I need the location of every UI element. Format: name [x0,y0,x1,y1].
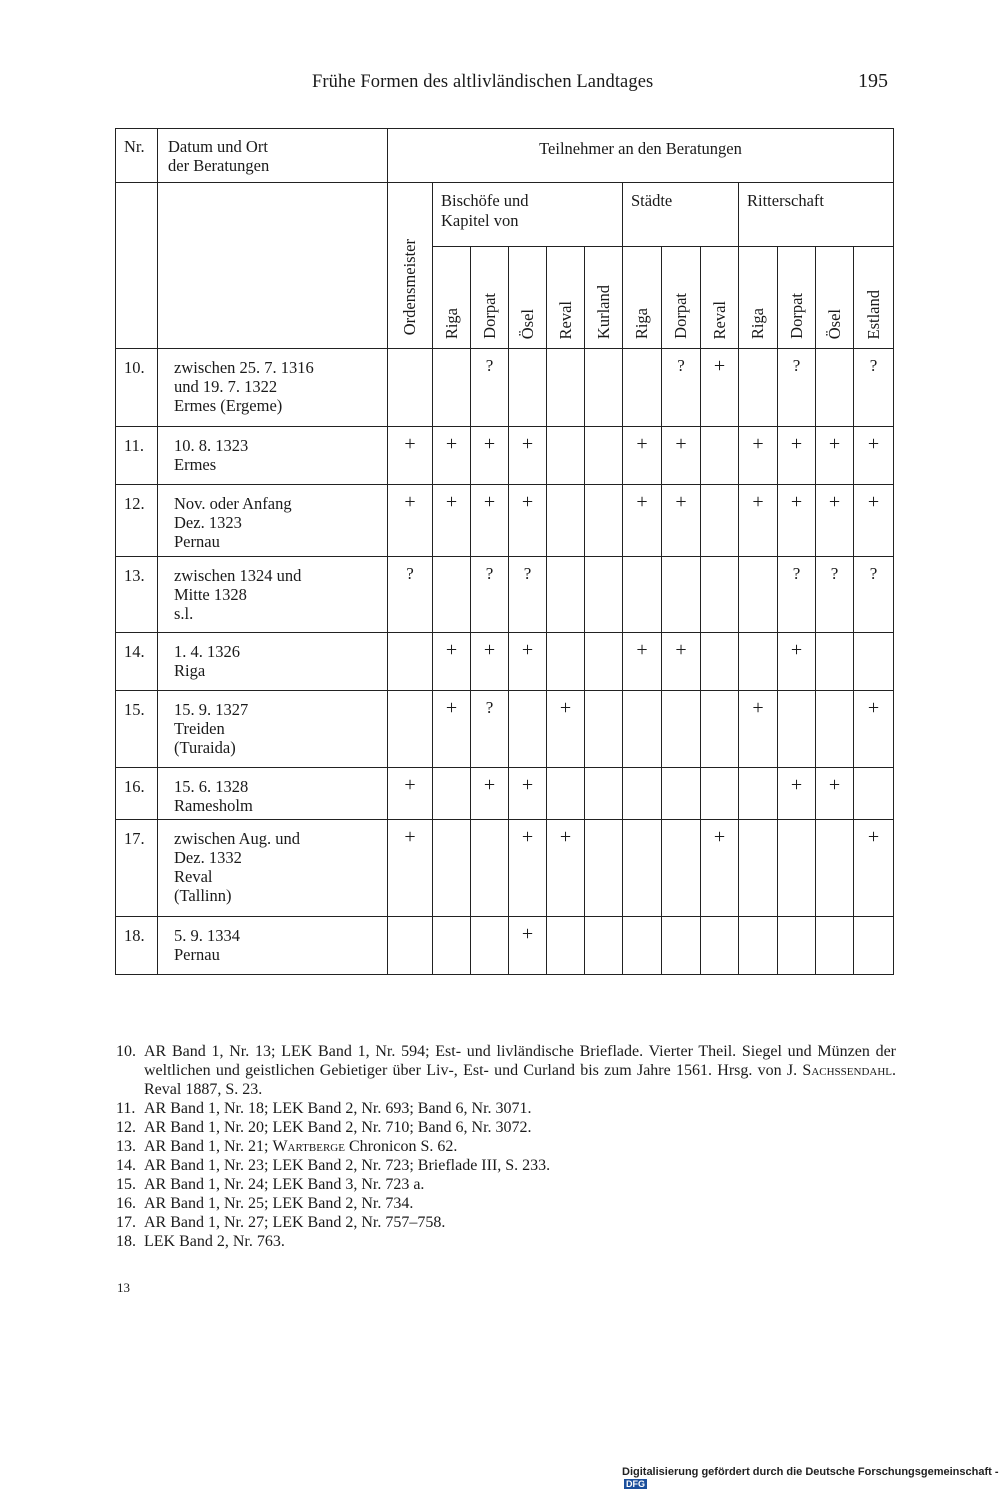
table-row [116,917,894,975]
datum-line: Ramesholm [174,796,253,815]
participation-mark: + [471,485,509,557]
participation-mark [701,768,739,820]
participation-mark [739,633,778,691]
participation-mark: + [623,633,662,691]
participation-mark: + [509,768,547,820]
table-row [116,427,894,485]
group-bischoefe-line1: Bischöfe und [441,191,529,210]
participation-mark: + [388,427,433,485]
subheader-col [778,247,816,349]
participation-mark: + [662,427,701,485]
participation-mark: ? [854,557,894,633]
header-nr: Nr. [116,129,158,183]
participation-mark [816,820,854,917]
subheader-col [816,247,854,349]
participation-mark [547,768,585,820]
table-row [116,485,894,557]
participation-mark [547,349,585,427]
row-datum [158,768,388,820]
participation-mark [585,349,623,427]
datum-line: Ermes (Ergeme) [174,396,283,415]
footnote [116,1099,896,1118]
participation-mark: ? [471,349,509,427]
subheader-col [509,247,547,349]
subheader-label: Kurland [593,284,613,339]
row-datum [158,427,388,485]
participation-mark: ? [662,349,701,427]
participation-mark: + [509,820,547,917]
participation-mark [854,633,894,691]
participation-mark: + [623,427,662,485]
table-row [116,691,894,768]
footnote [116,1137,896,1156]
participation-mark: + [509,427,547,485]
running-title: Frühe Formen des altlivländischen Landtages [312,72,654,92]
participation-mark [662,691,701,768]
participation-mark [623,691,662,768]
subheader-label: Dorpat [670,293,690,339]
participation-mark: + [433,427,471,485]
subheader-col [623,247,662,349]
participation-mark [585,768,623,820]
dfg-logo: DFG [626,1479,645,1490]
footnote-number: 14. [116,1157,136,1174]
participation-mark: ? [854,349,894,427]
footnote [116,1232,896,1251]
participation-mark: + [739,691,778,768]
participation-mark [778,820,816,917]
footnote-number: 16. [116,1195,136,1212]
participation-mark [547,633,585,691]
participation-mark [701,485,739,557]
participation-mark: + [778,633,816,691]
participation-mark [547,917,585,975]
participation-mark: + [471,427,509,485]
row-datum [158,917,388,975]
participation-mark [388,691,433,768]
subheader-col [701,247,739,349]
table-row [116,557,894,633]
participation-mark [388,917,433,975]
participation-mark [701,427,739,485]
participation-mark: + [701,349,739,427]
datum-line: 5. 9. 1334 [174,926,240,945]
footnote [116,1175,896,1194]
subheader-label: Dorpat [479,293,499,339]
footnote-text: LEK Band 2, Nr. 763. [144,1233,285,1250]
participation-mark [854,917,894,975]
table-row [116,349,894,427]
participation-mark [585,633,623,691]
participation-mark [471,820,509,917]
subheader-col [547,247,585,349]
participation-mark: ? [778,349,816,427]
subheader-label: Reval [555,300,575,339]
datum-line: Reval [174,867,213,886]
datum-line: 15. 6. 1328 [174,777,249,796]
participation-mark [816,917,854,975]
footnote-text: AR Band 1, Nr. 27; LEK Band 2, Nr. 757–758. [144,1214,446,1231]
row-number: 18. [116,917,158,975]
datum-line: (Turaida) [174,738,236,757]
participation-mark [585,820,623,917]
participation-mark: + [662,633,701,691]
participation-mark: + [471,768,509,820]
subheader-col [662,247,701,349]
footnote-text: AR Band 1, Nr. 13; LEK Band 1, Nr. 594; Est- und livländische Brieflade. Vierter Theil. Siegel und Münzen der weltlichen und geistlichen Gebietiger über Liv-, Est- und Curland bis zum Jahre 1561. Hrsg. von J. [144,1043,896,1079]
subheader-label: Riga [747,307,767,339]
participation-mark: + [509,917,547,975]
subheader-label: Ösel [517,308,537,339]
participation-mark [433,557,471,633]
participation-mark: + [739,427,778,485]
subheader-label: Estland [863,289,883,339]
participation-mark: ? [471,557,509,633]
participation-mark [854,768,894,820]
participation-mark: + [433,633,471,691]
footnote-number: 12. [116,1119,136,1136]
footnote-text-cont: . Reval 1887, S. 23. [144,1062,896,1098]
footnote-author: Wartberge [272,1138,345,1155]
datum-line: zwischen 1324 und [174,566,302,585]
datum-line: (Tallinn) [174,886,232,905]
footnote-number: 15. [116,1176,136,1193]
participation-mark: + [816,427,854,485]
participation-mark [509,691,547,768]
datum-line: und 19. 7. 1322 [174,377,278,396]
participation-mark [701,917,739,975]
participation-mark [816,349,854,427]
participation-mark [662,768,701,820]
footnote [116,1156,896,1175]
participation-mark: + [388,768,433,820]
datum-line: 1. 4. 1326 [174,642,240,661]
footnote-text: AR Band 1, Nr. 24; LEK Band 3, Nr. 723 a. [144,1176,425,1193]
datum-line: Dez. 1332 [174,848,242,867]
subheader-label: Riga [441,307,461,339]
header-teilnehmer: Teilnehmer an den Beratungen [388,129,894,183]
participation-mark [701,557,739,633]
participation-mark: + [739,485,778,557]
participants-table [115,128,894,975]
participation-mark [623,557,662,633]
datum-line: zwischen Aug. und [174,829,301,848]
participation-mark [778,917,816,975]
row-number: 11. [116,427,158,485]
participation-mark: + [388,485,433,557]
row-datum [158,691,388,768]
participation-mark: + [547,691,585,768]
participation-mark [739,768,778,820]
row-datum [158,485,388,557]
footnote-number: 11. [116,1100,136,1117]
participation-mark [433,820,471,917]
participation-mark: + [854,427,894,485]
participation-mark [623,820,662,917]
footnote-text: AR Band 1, Nr. 20; LEK Band 2, Nr. 710; Band 6, Nr. 3072. [144,1119,532,1136]
footnote [116,1194,896,1213]
footnote-number: 17. [116,1214,136,1231]
row-number: 17. [116,820,158,917]
participation-mark [433,349,471,427]
footnote-text: AR Band 1, Nr. 23; LEK Band 2, Nr. 723; Brieflade III, S. 233. [144,1157,551,1174]
row-datum [158,349,388,427]
participation-mark [816,633,854,691]
signature-mark: 13 [117,1280,130,1295]
row-datum [158,557,388,633]
datum-line: Pernau [174,532,220,551]
participation-mark [662,820,701,917]
table-row [116,768,894,820]
footnote-text: AR Band 1, Nr. 25; LEK Band 2, Nr. 734. [144,1195,414,1212]
digitization-footer [622,1466,1000,1490]
participation-mark [739,349,778,427]
participation-mark [701,633,739,691]
datum-line: s.l. [174,604,194,623]
footnote-number: 10. [116,1043,136,1060]
footnote-text: AR Band 1, Nr. 18; LEK Band 2, Nr. 693; Band 6, Nr. 3071. [144,1100,532,1117]
participation-mark: + [854,485,894,557]
row-number: 15. [116,691,158,768]
footnote [116,1118,896,1137]
participation-mark [701,691,739,768]
group-ritterschaft: Ritterschaft [739,183,894,247]
participation-mark [585,485,623,557]
row-number: 12. [116,485,158,557]
subheader-label: Reval [709,300,729,339]
footnote [116,1042,896,1099]
participation-mark: + [388,820,433,917]
row-number: 13. [116,557,158,633]
participation-mark: + [433,691,471,768]
participation-mark: + [854,691,894,768]
header-ordensmeister-label: Ordensmeister [399,238,419,335]
participation-mark: ? [778,557,816,633]
datum-line: Pernau [174,945,220,964]
participation-mark: ? [816,557,854,633]
row-datum [158,633,388,691]
participation-mark: + [778,768,816,820]
participation-mark: + [547,820,585,917]
datum-line: Nov. oder Anfang [174,494,292,513]
participation-mark [739,557,778,633]
participation-mark: + [854,820,894,917]
participation-mark [585,917,623,975]
datum-line: Dez. 1323 [174,513,242,532]
header-datum-line2: der Beratungen [168,156,270,175]
participation-mark [547,557,585,633]
subheader-col [433,247,471,349]
participation-mark: + [778,427,816,485]
participation-mark: + [509,485,547,557]
footnote [116,1213,896,1232]
group-staedte: Städte [623,183,739,247]
participation-mark [433,768,471,820]
table-row [116,633,894,691]
participation-mark [623,768,662,820]
datum-line: 15. 9. 1327 [174,700,249,719]
subheader-col [585,247,623,349]
participation-mark [509,349,547,427]
datum-line: 10. 8. 1323 [174,436,249,455]
participation-mark [471,917,509,975]
participation-mark [623,917,662,975]
participation-mark: + [433,485,471,557]
datum-line: Riga [174,661,206,680]
participation-mark [778,691,816,768]
datum-line: Treiden [174,719,225,738]
group-bischoefe [433,183,623,247]
header-datum [158,129,388,183]
subheader-col [471,247,509,349]
participation-mark [816,691,854,768]
table-row [116,820,894,917]
participation-mark: ? [388,557,433,633]
participation-mark [662,557,701,633]
footnote-number: 18. [116,1233,136,1250]
datum-line: zwischen 25. 7. 1316 [174,358,314,377]
participation-mark [623,349,662,427]
footnotes [116,1042,896,1251]
participation-mark: ? [509,557,547,633]
group-bischoefe-line2: Kapitel von [441,211,519,230]
participation-mark [433,917,471,975]
header-ordensmeister [388,183,433,349]
participation-mark: + [623,485,662,557]
footnote-text-cont: Chronicon S. 62. [344,1138,458,1155]
row-datum [158,820,388,917]
participation-mark: + [778,485,816,557]
footnote-text: AR Band 1, Nr. 21; [144,1138,273,1155]
row-number: 10. [116,349,158,427]
subheader-label: Ösel [824,308,844,339]
footnote-number: 13. [116,1138,136,1155]
participation-mark [388,633,433,691]
participation-mark: + [816,768,854,820]
participation-mark: + [816,485,854,557]
participation-mark: ? [471,691,509,768]
participation-mark: + [509,633,547,691]
participation-mark [547,485,585,557]
participation-mark [547,427,585,485]
header-datum-line1: Datum und Ort [168,137,268,156]
participation-mark: + [662,485,701,557]
row-number: 14. [116,633,158,691]
participation-mark: + [701,820,739,917]
datum-line: Ermes [174,455,217,474]
participation-mark [739,917,778,975]
subheader-col [854,247,894,349]
participation-mark [585,557,623,633]
subheader-label: Dorpat [786,293,806,339]
subheader-col [739,247,778,349]
participation-mark: + [471,633,509,691]
header-blank-nr [116,183,158,349]
footer-text: Digitalisierung gefördert durch die Deutsche Forschungsgemeinschaft - [622,1466,999,1478]
subheader-label: Riga [631,307,651,339]
participation-mark [662,917,701,975]
header-blank-datum [158,183,388,349]
page-number: 195 [858,70,888,92]
footnote-author: Sachssendahl [802,1062,892,1079]
row-number: 16. [116,768,158,820]
participation-mark [739,820,778,917]
datum-line: Mitte 1328 [174,585,247,604]
participation-mark [585,691,623,768]
participation-mark [388,349,433,427]
participation-mark [585,427,623,485]
